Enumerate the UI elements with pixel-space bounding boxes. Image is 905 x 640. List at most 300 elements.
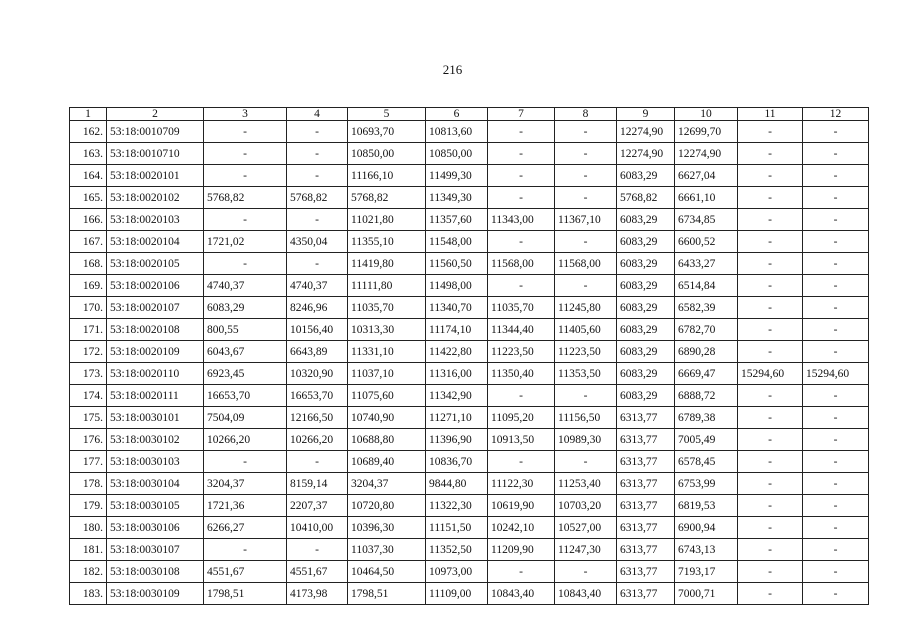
table-cell: 7193,17 <box>675 561 738 583</box>
column-header: 7 <box>488 108 555 121</box>
table-cell: 12274,90 <box>617 143 675 165</box>
table-row <box>70 319 869 341</box>
table-body <box>70 121 869 605</box>
table-cell: 6313,77 <box>617 583 675 605</box>
table-cell: 6578,45 <box>675 451 738 473</box>
table-cell: 11166,10 <box>348 165 426 187</box>
row-number: 171. <box>70 319 107 341</box>
table-cell: 4740,37 <box>204 275 287 297</box>
table-cell: - <box>803 165 869 187</box>
table-cell: 6627,04 <box>675 165 738 187</box>
table-cell: - <box>803 407 869 429</box>
row-number: 168. <box>70 253 107 275</box>
cadastral-number: 53:18:0030105 <box>107 495 204 517</box>
table-cell: 11247,30 <box>555 539 617 561</box>
table-cell: 11037,10 <box>348 363 426 385</box>
table-cell: - <box>738 319 803 341</box>
table-cell: - <box>555 275 617 297</box>
table-cell: - <box>803 297 869 319</box>
table-cell: 11316,00 <box>426 363 488 385</box>
cadastral-number: 53:18:0020111 <box>107 385 204 407</box>
table-cell: - <box>738 275 803 297</box>
table-cell: 6734,85 <box>675 209 738 231</box>
table-cell: 11343,00 <box>488 209 555 231</box>
table-row <box>70 583 869 605</box>
table-row <box>70 253 869 275</box>
table-cell: 6083,29 <box>617 297 675 319</box>
table-cell: 6313,77 <box>617 517 675 539</box>
table-cell: 12699,70 <box>675 121 738 143</box>
table-cell: - <box>488 165 555 187</box>
table-cell: 800,55 <box>204 319 287 341</box>
table-cell: 10850,00 <box>426 143 488 165</box>
table-cell: 12274,90 <box>675 143 738 165</box>
table-cell: - <box>738 209 803 231</box>
table-cell: 4173,98 <box>287 583 348 605</box>
table-cell: 16653,70 <box>204 385 287 407</box>
table-cell: - <box>555 385 617 407</box>
cadastral-number: 53:18:0030104 <box>107 473 204 495</box>
table-cell: 6266,27 <box>204 517 287 539</box>
table-cell: 11396,90 <box>426 429 488 451</box>
table-cell: 5768,82 <box>204 187 287 209</box>
table-cell: - <box>738 429 803 451</box>
table-cell: - <box>488 231 555 253</box>
table-cell: 10836,70 <box>426 451 488 473</box>
table-cell: 10989,30 <box>555 429 617 451</box>
table-cell: 6313,77 <box>617 429 675 451</box>
row-number: 170. <box>70 297 107 319</box>
table-cell: 6890,28 <box>675 341 738 363</box>
row-number: 178. <box>70 473 107 495</box>
table-cell: 10313,30 <box>348 319 426 341</box>
table-cell: 5768,82 <box>348 187 426 209</box>
table-cell: 1721,36 <box>204 495 287 517</box>
table-cell: 6888,72 <box>675 385 738 407</box>
table-cell: 10619,90 <box>488 495 555 517</box>
table-cell: - <box>803 517 869 539</box>
cadastral-number: 53:18:0030102 <box>107 429 204 451</box>
table-cell: 11021,80 <box>348 209 426 231</box>
table-cell: 10688,80 <box>348 429 426 451</box>
row-number: 177. <box>70 451 107 473</box>
table-cell: 11405,60 <box>555 319 617 341</box>
row-number: 182. <box>70 561 107 583</box>
table-cell: - <box>738 451 803 473</box>
table-cell: - <box>803 253 869 275</box>
table-cell: - <box>204 165 287 187</box>
table-cell: 8246,96 <box>287 297 348 319</box>
table-cell: 6753,99 <box>675 473 738 495</box>
table-cell: 11352,50 <box>426 539 488 561</box>
table-cell: 11344,40 <box>488 319 555 341</box>
table-cell: - <box>738 187 803 209</box>
table-cell: 4740,37 <box>287 275 348 297</box>
table-cell: 6433,27 <box>675 253 738 275</box>
table-cell: - <box>738 495 803 517</box>
table-cell: - <box>204 143 287 165</box>
table-cell: 11353,50 <box>555 363 617 385</box>
table-cell: 11349,30 <box>426 187 488 209</box>
table-cell: - <box>738 231 803 253</box>
table-cell: 11035,70 <box>348 297 426 319</box>
table-cell: 10242,10 <box>488 517 555 539</box>
table-cell: 5768,82 <box>287 187 348 209</box>
table-cell: 12274,90 <box>617 121 675 143</box>
row-number: 164. <box>70 165 107 187</box>
table-cell: - <box>803 143 869 165</box>
table-cell: 16653,70 <box>287 385 348 407</box>
table-cell: - <box>738 407 803 429</box>
table-cell: 11499,30 <box>426 165 488 187</box>
table-cell: 10527,00 <box>555 517 617 539</box>
table-cell: 15294,60 <box>738 363 803 385</box>
table-cell: 6083,29 <box>617 341 675 363</box>
column-header: 9 <box>617 108 675 121</box>
table-cell: - <box>555 231 617 253</box>
table-cell: - <box>287 143 348 165</box>
table-cell: 6313,77 <box>617 539 675 561</box>
table-cell: 1798,51 <box>348 583 426 605</box>
table-row <box>70 165 869 187</box>
table-cell: 6313,77 <box>617 407 675 429</box>
column-header: 2 <box>107 108 204 121</box>
table-cell: 11568,00 <box>488 253 555 275</box>
table-cell: - <box>204 209 287 231</box>
table-cell: 6313,77 <box>617 495 675 517</box>
table-cell: 11350,40 <box>488 363 555 385</box>
table-row <box>70 297 869 319</box>
table-cell: 15294,60 <box>803 363 869 385</box>
table-cell: - <box>803 429 869 451</box>
table-cell: 11111,80 <box>348 275 426 297</box>
page-number: 216 <box>442 62 463 77</box>
table-cell: - <box>488 187 555 209</box>
table-cell: 11209,90 <box>488 539 555 561</box>
column-header: 10 <box>675 108 738 121</box>
table-cell: 7504,09 <box>204 407 287 429</box>
table-cell: 10266,20 <box>204 429 287 451</box>
column-header: 4 <box>287 108 348 121</box>
table-cell: 6083,29 <box>617 165 675 187</box>
table-cell: 6083,29 <box>617 253 675 275</box>
row-number: 163. <box>70 143 107 165</box>
table-cell: 6313,77 <box>617 561 675 583</box>
table-cell: 10720,80 <box>348 495 426 517</box>
table-row <box>70 231 869 253</box>
row-number: 172. <box>70 341 107 363</box>
header-row <box>70 108 869 121</box>
table-cell: - <box>803 187 869 209</box>
table-cell: - <box>555 187 617 209</box>
row-number: 169. <box>70 275 107 297</box>
row-number: 167. <box>70 231 107 253</box>
table-cell: - <box>488 451 555 473</box>
cadastral-number: 53:18:0020109 <box>107 341 204 363</box>
table-cell: - <box>488 143 555 165</box>
table-row <box>70 341 869 363</box>
table-cell: - <box>803 319 869 341</box>
table-cell: - <box>738 473 803 495</box>
column-header: 5 <box>348 108 426 121</box>
table-cell: - <box>738 165 803 187</box>
row-number: 176. <box>70 429 107 451</box>
table-cell: 10266,20 <box>287 429 348 451</box>
table-cell: - <box>204 539 287 561</box>
table-cell: - <box>738 517 803 539</box>
table-cell: 6743,13 <box>675 539 738 561</box>
table-cell: 2207,37 <box>287 495 348 517</box>
cadastral-number: 53:18:0030101 <box>107 407 204 429</box>
table-cell: 11355,10 <box>348 231 426 253</box>
table-cell: 7005,49 <box>675 429 738 451</box>
table-cell: - <box>488 275 555 297</box>
table-row <box>70 121 869 143</box>
column-header: 11 <box>738 108 803 121</box>
table-cell: 6900,94 <box>675 517 738 539</box>
table-cell: 6083,29 <box>617 363 675 385</box>
cadastral-number: 53:18:0030108 <box>107 561 204 583</box>
table-row <box>70 385 869 407</box>
table-cell: 1721,02 <box>204 231 287 253</box>
row-number: 175. <box>70 407 107 429</box>
table-cell: 11156,50 <box>555 407 617 429</box>
table-cell: 6083,29 <box>617 275 675 297</box>
cadastral-number: 53:18:0020101 <box>107 165 204 187</box>
column-header: 8 <box>555 108 617 121</box>
table-cell: 6313,77 <box>617 473 675 495</box>
table-cell: - <box>555 121 617 143</box>
table-row <box>70 561 869 583</box>
table-cell: - <box>803 385 869 407</box>
column-header: 1 <box>70 108 107 121</box>
table-cell: - <box>803 275 869 297</box>
table-cell: 11560,50 <box>426 253 488 275</box>
table-cell: 3204,37 <box>348 473 426 495</box>
table-cell: - <box>803 451 869 473</box>
table-cell: 10973,00 <box>426 561 488 583</box>
table-cell: - <box>803 561 869 583</box>
table-cell: 11075,60 <box>348 385 426 407</box>
cadastral-number: 53:18:0020104 <box>107 231 204 253</box>
table-cell: - <box>287 165 348 187</box>
table-cell: 11223,50 <box>488 341 555 363</box>
table-cell: - <box>555 561 617 583</box>
row-number: 181. <box>70 539 107 561</box>
table-cell: - <box>287 121 348 143</box>
table-cell: - <box>555 143 617 165</box>
row-number: 174. <box>70 385 107 407</box>
table-cell: - <box>738 143 803 165</box>
table-cell: 11322,30 <box>426 495 488 517</box>
table-cell: 11037,30 <box>348 539 426 561</box>
table-row <box>70 187 869 209</box>
table-cell: 11498,00 <box>426 275 488 297</box>
table-cell: - <box>738 561 803 583</box>
table-cell: 11223,50 <box>555 341 617 363</box>
table-cell: - <box>555 451 617 473</box>
table-cell: 10740,90 <box>348 407 426 429</box>
table-cell: 10843,40 <box>555 583 617 605</box>
table-cell: 11342,90 <box>426 385 488 407</box>
table-row <box>70 275 869 297</box>
row-number: 162. <box>70 121 107 143</box>
data-table <box>69 107 869 605</box>
table-cell: - <box>738 297 803 319</box>
table-cell: 8159,14 <box>287 473 348 495</box>
cadastral-number: 53:18:0010709 <box>107 121 204 143</box>
cadastral-number: 53:18:0020108 <box>107 319 204 341</box>
table-cell: 6789,38 <box>675 407 738 429</box>
table-row <box>70 209 869 231</box>
cadastral-number: 53:18:0020106 <box>107 275 204 297</box>
table-cell: 10913,50 <box>488 429 555 451</box>
table-cell: 6043,67 <box>204 341 287 363</box>
row-number: 179. <box>70 495 107 517</box>
table-cell: 11357,60 <box>426 209 488 231</box>
table-row <box>70 473 869 495</box>
table-cell: - <box>803 341 869 363</box>
table-cell: 10693,70 <box>348 121 426 143</box>
cadastral-number: 53:18:0030109 <box>107 583 204 605</box>
table-cell: 10156,40 <box>287 319 348 341</box>
row-number: 180. <box>70 517 107 539</box>
table-cell: 10320,90 <box>287 363 348 385</box>
cadastral-number: 53:18:0030106 <box>107 517 204 539</box>
table-cell: 6819,53 <box>675 495 738 517</box>
table-cell: 10813,60 <box>426 121 488 143</box>
row-number: 173. <box>70 363 107 385</box>
table-cell: 6514,84 <box>675 275 738 297</box>
table-cell: 11271,10 <box>426 407 488 429</box>
table-cell: - <box>738 121 803 143</box>
table-cell: - <box>738 539 803 561</box>
table-cell: - <box>287 451 348 473</box>
table-cell: - <box>803 495 869 517</box>
table-cell: 5768,82 <box>617 187 675 209</box>
table-cell: 1798,51 <box>204 583 287 605</box>
table-cell: 3204,37 <box>204 473 287 495</box>
table-cell: 6669,47 <box>675 363 738 385</box>
table-cell: 11568,00 <box>555 253 617 275</box>
table-cell: - <box>204 253 287 275</box>
table-cell: - <box>738 583 803 605</box>
row-number: 165. <box>70 187 107 209</box>
table-cell: 11035,70 <box>488 297 555 319</box>
table-cell: 6582,39 <box>675 297 738 319</box>
cadastral-number: 53:18:0020107 <box>107 297 204 319</box>
cadastral-number: 53:18:0020103 <box>107 209 204 231</box>
table-cell: 11422,80 <box>426 341 488 363</box>
table-cell: 10703,20 <box>555 495 617 517</box>
cadastral-number: 53:18:0020105 <box>107 253 204 275</box>
table-row <box>70 429 869 451</box>
table-cell: 6782,70 <box>675 319 738 341</box>
table-cell: - <box>803 121 869 143</box>
table-row <box>70 517 869 539</box>
table-header <box>70 108 869 121</box>
table-cell: 6083,29 <box>617 231 675 253</box>
table-cell: 4551,67 <box>204 561 287 583</box>
table-row <box>70 451 869 473</box>
table-cell: 6643,89 <box>287 341 348 363</box>
table-cell: - <box>488 385 555 407</box>
table-cell: - <box>287 539 348 561</box>
table-cell: 11548,00 <box>426 231 488 253</box>
table-cell: 6083,29 <box>617 385 675 407</box>
cadastral-number: 53:18:0020110 <box>107 363 204 385</box>
table-cell: - <box>738 341 803 363</box>
table-cell: 6083,29 <box>204 297 287 319</box>
cadastral-number: 53:18:0020102 <box>107 187 204 209</box>
table-cell: 10464,50 <box>348 561 426 583</box>
table-row <box>70 363 869 385</box>
table-cell: - <box>803 539 869 561</box>
table-row <box>70 495 869 517</box>
table-cell: 6083,29 <box>617 319 675 341</box>
table-cell: - <box>803 231 869 253</box>
table-cell: 6661,10 <box>675 187 738 209</box>
table-cell: 6923,45 <box>204 363 287 385</box>
table-cell: - <box>555 165 617 187</box>
table-cell: - <box>488 561 555 583</box>
table-cell: 6313,77 <box>617 451 675 473</box>
table-cell: 11174,10 <box>426 319 488 341</box>
table-cell: 11095,20 <box>488 407 555 429</box>
table-cell: 11419,80 <box>348 253 426 275</box>
table-cell: - <box>803 209 869 231</box>
table-cell: 10410,00 <box>287 517 348 539</box>
table-cell: 11151,50 <box>426 517 488 539</box>
cadastral-number: 53:18:0030107 <box>107 539 204 561</box>
table-cell: - <box>287 209 348 231</box>
table-cell: 11253,40 <box>555 473 617 495</box>
table-cell: 4551,67 <box>287 561 348 583</box>
table-row <box>70 539 869 561</box>
cadastral-number: 53:18:0030103 <box>107 451 204 473</box>
table-cell: 10850,00 <box>348 143 426 165</box>
table-cell: - <box>803 473 869 495</box>
table-cell: 11245,80 <box>555 297 617 319</box>
table-cell: - <box>488 121 555 143</box>
table-cell: 11340,70 <box>426 297 488 319</box>
cadastral-number: 53:18:0010710 <box>107 143 204 165</box>
table-cell: 11331,10 <box>348 341 426 363</box>
column-header: 6 <box>426 108 488 121</box>
table-cell: 11109,00 <box>426 583 488 605</box>
table-cell: - <box>803 583 869 605</box>
table-cell: 11122,30 <box>488 473 555 495</box>
table-cell: - <box>738 253 803 275</box>
table-row <box>70 143 869 165</box>
table-cell: - <box>287 253 348 275</box>
table-cell: 10396,30 <box>348 517 426 539</box>
table-cell: 9844,80 <box>426 473 488 495</box>
table-cell: - <box>204 451 287 473</box>
row-number: 183. <box>70 583 107 605</box>
table-cell: 4350,04 <box>287 231 348 253</box>
table-cell: 11367,10 <box>555 209 617 231</box>
table-cell: 10689,40 <box>348 451 426 473</box>
table-cell: - <box>204 121 287 143</box>
table-cell: - <box>738 385 803 407</box>
column-header: 12 <box>803 108 869 121</box>
row-number: 166. <box>70 209 107 231</box>
table-cell: 6600,52 <box>675 231 738 253</box>
table-row <box>70 407 869 429</box>
table-cell: 7000,71 <box>675 583 738 605</box>
table-cell: 12166,50 <box>287 407 348 429</box>
